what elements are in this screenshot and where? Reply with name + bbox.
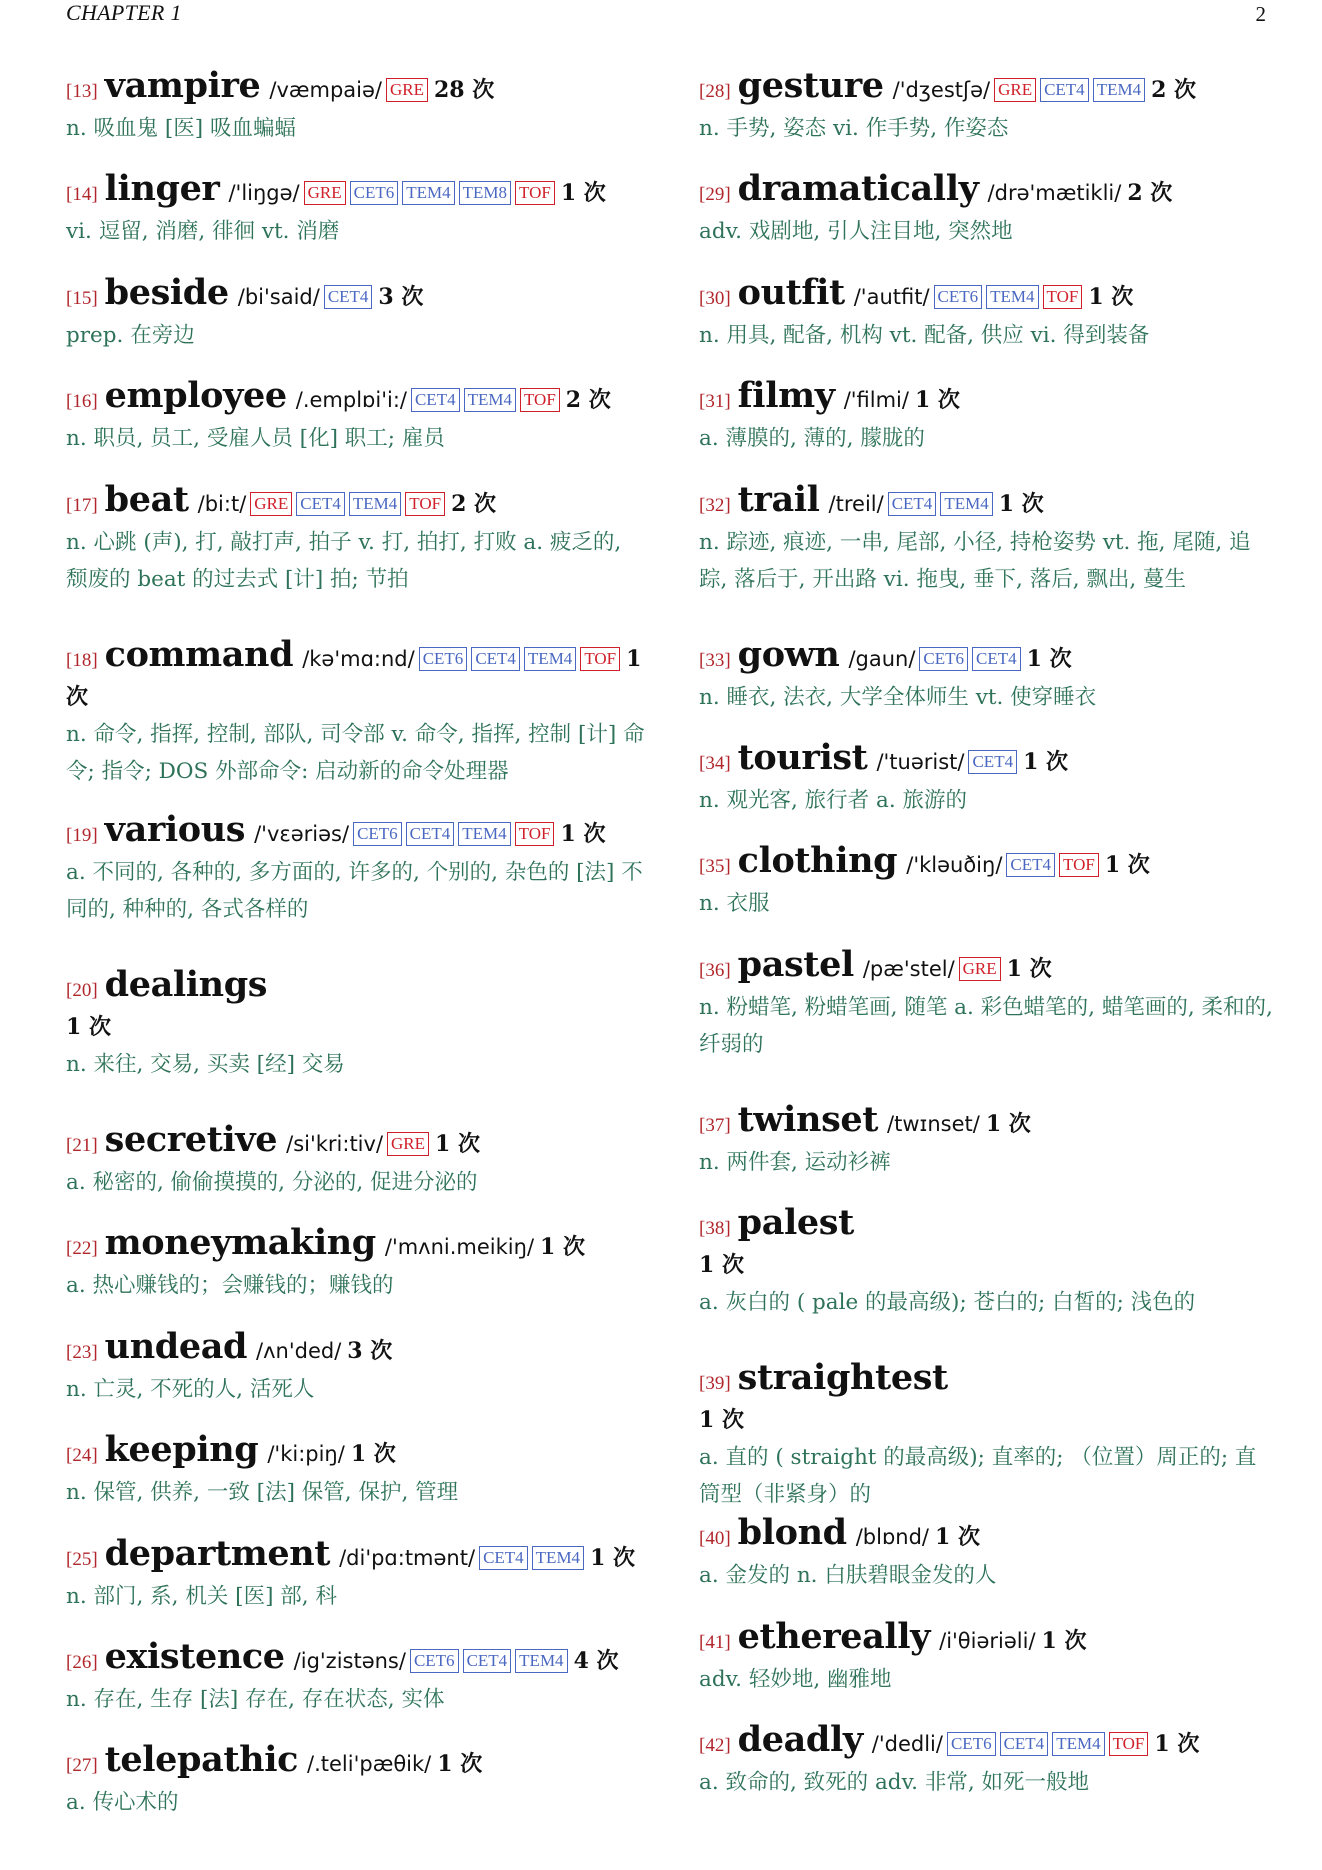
exam-tag: CET4 bbox=[296, 492, 345, 516]
definition: a. 直的 ( straight 的最高级); 直率的; （位置）周正的; 直筒型（非紧身）的 bbox=[699, 1445, 1257, 1508]
headword: pastel bbox=[737, 946, 854, 985]
entry-number: [30] bbox=[699, 287, 731, 309]
word-entry bbox=[699, 1102, 1274, 1205]
exam-tag: CET4 bbox=[972, 647, 1021, 671]
headword: dealings bbox=[104, 967, 268, 1006]
exam-tag: TOF bbox=[1043, 285, 1083, 309]
phonetic-transcription: /gaun/ bbox=[848, 646, 916, 671]
entry-headline bbox=[66, 1329, 646, 1371]
exam-tag: CET4 bbox=[888, 492, 937, 516]
occurrence-count: 1 次 bbox=[66, 1014, 111, 1041]
entry-headline bbox=[699, 1722, 1274, 1764]
headword: employee bbox=[104, 378, 287, 417]
occurrence-count: 1 次 bbox=[590, 1544, 636, 1571]
entry-number: [14] bbox=[66, 184, 98, 206]
occurrence-count: 1 次 bbox=[998, 490, 1044, 517]
headword: ethereally bbox=[737, 1618, 931, 1657]
exam-tag: TEM8 bbox=[459, 181, 511, 205]
exam-tag: TEM4 bbox=[524, 647, 576, 671]
entry-headline bbox=[66, 1639, 646, 1681]
phonetic-transcription: /twɪnset/ bbox=[887, 1111, 980, 1136]
headword: telepathic bbox=[104, 1742, 299, 1781]
entry-headline bbox=[699, 171, 1274, 213]
phonetic-transcription: /pæ'stel/ bbox=[862, 956, 955, 981]
exam-tag: CET4 bbox=[1000, 1732, 1049, 1756]
occurrence-count: 1 次 bbox=[540, 1234, 585, 1261]
entry-headline bbox=[699, 1205, 1274, 1284]
occurrence-count: 1 次 bbox=[935, 1524, 980, 1551]
phonetic-transcription: /'liŋgə/ bbox=[228, 181, 300, 206]
definition: n. 亡灵, 不死的人, 活死人 bbox=[66, 1376, 315, 1402]
phonetic-transcription: /'filmi/ bbox=[843, 388, 909, 413]
occurrence-count: 1 次 bbox=[560, 180, 606, 207]
exam-tag: CET4 bbox=[1040, 78, 1089, 102]
definition: a. 热心赚钱的；会赚钱的；赚钱的 bbox=[66, 1273, 394, 1299]
headword: tourist bbox=[737, 739, 868, 778]
entry-number: [41] bbox=[699, 1631, 731, 1653]
phonetic-transcription: /drə'mætikli/ bbox=[987, 181, 1122, 206]
word-entry bbox=[66, 812, 646, 967]
entry-number: [17] bbox=[66, 494, 98, 516]
definition: a. 薄膜的, 薄的, 朦胧的 bbox=[699, 426, 925, 452]
phonetic-transcription: /i'θiəriəli/ bbox=[939, 1628, 1036, 1653]
definition: n. 观光客, 旅行者 a. 旅游的 bbox=[699, 787, 968, 813]
definition: a. 不同的, 各种的, 多方面的, 许多的, 个别的, 杂色的 [法] 不同的, 种种的, 各式各样的 bbox=[66, 860, 643, 923]
word-entry bbox=[66, 1432, 646, 1535]
exam-tag: CET6 bbox=[947, 1732, 996, 1756]
headword: palest bbox=[737, 1205, 854, 1244]
definition: a. 致命的, 致死的 adv. 非常, 如死一般地 bbox=[699, 1769, 1090, 1795]
phonetic-transcription: /di'pɑ:tmənt/ bbox=[339, 1545, 476, 1570]
headword: straightest bbox=[737, 1360, 948, 1399]
entry-number: [29] bbox=[699, 184, 731, 206]
exam-tag: TEM4 bbox=[1052, 1732, 1104, 1756]
phonetic-transcription: /treil/ bbox=[828, 491, 884, 516]
occurrence-count: 2 次 bbox=[1151, 77, 1197, 103]
headword: clothing bbox=[737, 843, 898, 882]
definition: n. 命令, 指挥, 控制, 部队, 司令部 v. 命令, 指挥, 控制 [计] 命令; 指令; DOS 外部命令: 启动新的命令处理器 bbox=[66, 721, 645, 784]
exam-tag: GRE bbox=[387, 1132, 429, 1156]
entry-headline bbox=[66, 275, 646, 317]
occurrence-count: 4 次 bbox=[573, 1648, 619, 1675]
definition: adv. 戏剧地, 引人注目地, 突然地 bbox=[699, 219, 1013, 245]
phonetic-transcription: /'vεəriəs/ bbox=[254, 822, 350, 847]
entry-headline bbox=[66, 68, 646, 110]
word-entry bbox=[66, 1329, 646, 1432]
entry-headline bbox=[699, 275, 1274, 317]
entry-number: [32] bbox=[699, 494, 731, 516]
phonetic-transcription: /'mʌni.meikiŋ/ bbox=[384, 1235, 535, 1260]
headword: deadly bbox=[737, 1721, 863, 1760]
headword: linger bbox=[104, 171, 220, 210]
phonetic-transcription: /bi:t/ bbox=[197, 491, 247, 516]
occurrence-count: 1 次 bbox=[560, 821, 606, 848]
headword: various bbox=[104, 812, 246, 851]
phonetic-transcription: /ig'zistəns/ bbox=[293, 1649, 406, 1674]
definition: n. 吸血鬼 [医] 吸血蝙蝠 bbox=[66, 116, 296, 141]
word-entry bbox=[699, 1722, 1274, 1825]
exam-tag: TEM4 bbox=[1093, 78, 1145, 102]
headword: outfit bbox=[737, 274, 845, 313]
exam-tag: CET4 bbox=[324, 285, 373, 309]
entry-headline bbox=[66, 1432, 646, 1474]
headword: gesture bbox=[737, 68, 884, 106]
exam-tag: CET4 bbox=[479, 1546, 528, 1570]
entry-number: [13] bbox=[66, 81, 98, 102]
entry-number: [25] bbox=[66, 1548, 98, 1570]
entry-headline bbox=[66, 1225, 646, 1267]
definition: a. 传心术的 bbox=[66, 1790, 179, 1816]
exam-tag: TOF bbox=[405, 492, 445, 516]
phonetic-transcription: /blɒnd/ bbox=[855, 1525, 929, 1550]
headword: keeping bbox=[104, 1432, 259, 1471]
entry-headline bbox=[699, 68, 1274, 110]
definition: a. 灰白的 ( pale 的最高级); 苍白的; 白皙的; 浅色的 bbox=[699, 1290, 1196, 1316]
left-column bbox=[66, 68, 646, 1846]
exam-tag: TEM4 bbox=[458, 822, 510, 846]
headword: secretive bbox=[104, 1122, 278, 1161]
entry-headline bbox=[699, 482, 1274, 524]
word-entry bbox=[66, 1536, 646, 1639]
phonetic-transcription: /væmpaiə/ bbox=[269, 78, 382, 102]
phonetic-transcription: /'ki:piŋ/ bbox=[267, 1442, 345, 1467]
entry-number: [24] bbox=[66, 1445, 98, 1467]
headword: existence bbox=[104, 1639, 285, 1678]
headword: command bbox=[104, 636, 294, 675]
exam-tag: TEM4 bbox=[349, 492, 401, 516]
phonetic-transcription: /'tuərist/ bbox=[876, 749, 965, 774]
phonetic-transcription: /si'kri:tiv/ bbox=[286, 1132, 384, 1157]
entry-headline bbox=[66, 482, 646, 524]
word-entry bbox=[66, 967, 646, 1122]
occurrence-count: 1 次 bbox=[1104, 852, 1150, 879]
entry-number: [38] bbox=[699, 1218, 731, 1240]
phonetic-transcription: /bi'said/ bbox=[237, 284, 320, 309]
entry-number: [21] bbox=[66, 1135, 98, 1157]
definition: n. 睡衣, 法衣, 大学全体师生 vt. 使穿睡衣 bbox=[699, 684, 1097, 710]
entry-headline bbox=[699, 1515, 1274, 1557]
word-entry bbox=[699, 482, 1274, 637]
occurrence-count: 2 次 bbox=[1127, 180, 1173, 207]
definition: n. 手势, 姿态 vi. 作手势, 作姿态 bbox=[699, 116, 1009, 141]
occurrence-count: 1 次 bbox=[437, 1751, 483, 1778]
definition: n. 两件套, 运动衫裤 bbox=[699, 1149, 891, 1175]
entry-number: [40] bbox=[699, 1528, 731, 1550]
entry-headline bbox=[66, 637, 646, 716]
exam-tag: GRE bbox=[250, 492, 292, 516]
occurrence-count: 1 次 bbox=[1026, 645, 1072, 672]
entry-headline bbox=[699, 637, 1274, 679]
headword: filmy bbox=[737, 378, 835, 417]
entry-headline bbox=[66, 378, 646, 420]
headword: dramatically bbox=[737, 171, 979, 210]
entry-headline bbox=[699, 1360, 1274, 1439]
definition: adv. 轻妙地, 幽雅地 bbox=[699, 1666, 892, 1692]
exam-tag: TOF bbox=[515, 822, 555, 846]
occurrence-count: 28 次 bbox=[434, 77, 495, 103]
exam-tag: CET4 bbox=[406, 822, 455, 846]
word-entry bbox=[699, 947, 1274, 1102]
definition: n. 心跳 (声), 打, 敲打声, 拍子 v. 打, 拍打, 打败 a. 疲乏的, 颓废的 beat 的过去式 [计] 拍; 节拍 bbox=[66, 529, 622, 592]
occurrence-count: 1 次 bbox=[1154, 1730, 1200, 1757]
entry-number: [23] bbox=[66, 1341, 98, 1363]
word-entry bbox=[699, 1619, 1274, 1722]
word-entry bbox=[66, 637, 646, 813]
entry-number: [33] bbox=[699, 649, 731, 671]
entry-number: [37] bbox=[699, 1114, 731, 1136]
entry-number: [26] bbox=[66, 1652, 98, 1674]
headword: undead bbox=[104, 1328, 248, 1367]
entry-number: [18] bbox=[66, 649, 98, 671]
exam-tag: TEM4 bbox=[515, 1649, 567, 1673]
exam-tag: GRE bbox=[959, 957, 1001, 981]
entry-headline bbox=[66, 171, 646, 213]
headword: trail bbox=[737, 481, 820, 520]
entry-headline bbox=[66, 1742, 646, 1784]
phonetic-transcription: /'dedli/ bbox=[871, 1731, 943, 1756]
word-entry bbox=[699, 378, 1274, 481]
word-entry bbox=[699, 1360, 1274, 1515]
entry-number: [20] bbox=[66, 980, 98, 1002]
word-entry bbox=[66, 1225, 646, 1328]
definition: vi. 逗留, 消磨, 徘徊 vt. 消磨 bbox=[66, 219, 340, 245]
exam-tag: TOF bbox=[520, 388, 560, 412]
exam-tag: CET6 bbox=[919, 647, 968, 671]
definition: n. 踪迹, 痕迹, 一串, 尾部, 小径, 持枪姿势 vt. 拖, 尾随, 追踪, 落后于, 开出路 vi. 拖曳, 垂下, 落后, 飘出, 蔓生 bbox=[699, 529, 1251, 592]
occurrence-count: 2 次 bbox=[451, 490, 497, 517]
entry-number: [27] bbox=[66, 1755, 98, 1777]
entry-headline bbox=[66, 1122, 646, 1164]
headword: twinset bbox=[737, 1101, 879, 1140]
phonetic-transcription: /.teli'pæθik/ bbox=[307, 1752, 432, 1777]
occurrence-count: 1 次 bbox=[1023, 748, 1069, 775]
entry-number: [31] bbox=[699, 391, 731, 413]
exam-tag: GRE bbox=[994, 78, 1036, 102]
word-entry bbox=[66, 1122, 646, 1225]
exam-tag: TEM4 bbox=[464, 388, 516, 412]
entry-number: [36] bbox=[699, 959, 731, 981]
phonetic-transcription: /'dʒestʃə/ bbox=[892, 78, 991, 102]
headword: vampire bbox=[104, 68, 261, 106]
entry-number: [39] bbox=[699, 1373, 731, 1395]
entry-number: [42] bbox=[699, 1734, 731, 1756]
phonetic-transcription: /'autfit/ bbox=[853, 284, 930, 309]
exam-tag: TEM4 bbox=[402, 181, 454, 205]
exam-tag: TOF bbox=[1059, 853, 1099, 877]
definition: prep. 在旁边 bbox=[66, 322, 195, 348]
word-entry bbox=[699, 171, 1274, 274]
entry-number: [35] bbox=[699, 856, 731, 878]
entry-headline bbox=[66, 1536, 646, 1578]
exam-tag: TEM4 bbox=[986, 285, 1038, 309]
exam-tag: CET4 bbox=[463, 1649, 512, 1673]
word-entry bbox=[699, 68, 1274, 171]
definition: n. 部门, 系, 机关 [医] 部, 科 bbox=[66, 1583, 337, 1609]
definition: n. 职员, 员工, 受雇人员 [化] 职工; 雇员 bbox=[66, 426, 445, 452]
phonetic-transcription: /ʌn'ded/ bbox=[256, 1338, 342, 1363]
definition: n. 存在, 生存 [法] 存在, 存在状态, 实体 bbox=[66, 1687, 445, 1713]
word-entry bbox=[66, 378, 646, 481]
entry-number: [22] bbox=[66, 1238, 98, 1260]
definition: n. 粉蜡笔, 粉蜡笔画, 随笔 a. 彩色蜡笔的, 蜡笔画的, 柔和的, 纤弱的 bbox=[699, 994, 1273, 1057]
exam-tag: CET4 bbox=[471, 647, 520, 671]
entry-headline bbox=[699, 1102, 1274, 1144]
entry-headline bbox=[66, 967, 646, 1046]
definition: n. 来往, 交易, 买卖 [经] 交易 bbox=[66, 1052, 345, 1078]
occurrence-count: 1 次 bbox=[350, 1441, 396, 1468]
entry-number: [34] bbox=[699, 752, 731, 774]
exam-tag: GRE bbox=[304, 181, 346, 205]
definition: a. 金发的 n. 白肤碧眼金发的人 bbox=[699, 1563, 997, 1589]
headword: beat bbox=[104, 481, 189, 520]
occurrence-count: 1 次 bbox=[1006, 955, 1052, 982]
phonetic-transcription: /.emplɒi'i:/ bbox=[295, 388, 407, 413]
entry-headline bbox=[699, 740, 1274, 782]
entry-headline bbox=[699, 378, 1274, 420]
exam-tag: CET4 bbox=[968, 750, 1017, 774]
exam-tag: TOF bbox=[1109, 1732, 1149, 1756]
exam-tag: TEM4 bbox=[532, 1546, 584, 1570]
word-entry bbox=[66, 275, 646, 378]
exam-tag: CET4 bbox=[411, 388, 460, 412]
word-entry bbox=[699, 843, 1274, 946]
entry-headline bbox=[699, 843, 1274, 885]
word-entry bbox=[699, 275, 1274, 378]
phonetic-transcription: /'kləuðiŋ/ bbox=[906, 853, 1003, 878]
exam-tag: CET4 bbox=[1006, 853, 1055, 877]
occurrence-count: 1 次 bbox=[1041, 1627, 1087, 1654]
exam-tag: CET6 bbox=[350, 181, 399, 205]
occurrence-count: 1 次 bbox=[914, 387, 960, 414]
exam-tag: TOF bbox=[580, 647, 620, 671]
exam-tag: TEM4 bbox=[940, 492, 992, 516]
headword: department bbox=[104, 1535, 331, 1574]
entry-headline bbox=[699, 1619, 1274, 1661]
occurrence-count: 3 次 bbox=[347, 1337, 393, 1364]
exam-tag: CET6 bbox=[934, 285, 983, 309]
occurrence-count: 2 次 bbox=[565, 387, 611, 414]
headword: gown bbox=[737, 636, 840, 675]
definition: n. 用具, 配备, 机构 vt. 配备, 供应 vi. 得到装备 bbox=[699, 322, 1150, 348]
occurrence-count: 1 次 bbox=[1088, 283, 1134, 310]
word-entry bbox=[699, 1515, 1274, 1618]
word-entry bbox=[66, 1639, 646, 1742]
word-entry bbox=[699, 637, 1274, 740]
entry-number: [15] bbox=[66, 287, 98, 309]
occurrence-count: 1 次 bbox=[699, 1407, 744, 1434]
word-entry bbox=[66, 482, 646, 637]
headword: beside bbox=[104, 274, 229, 313]
occurrence-count: 1 次 bbox=[66, 645, 642, 710]
entry-headline bbox=[699, 947, 1274, 989]
exam-tag: CET6 bbox=[353, 822, 402, 846]
right-column bbox=[699, 68, 1274, 1825]
word-entry bbox=[66, 171, 646, 274]
headword: blond bbox=[737, 1515, 847, 1554]
occurrence-count: 1 次 bbox=[435, 1131, 480, 1158]
occurrence-count: 1 次 bbox=[699, 1252, 744, 1279]
word-entry bbox=[66, 1742, 646, 1845]
chapter-header: CHAPTER 1 bbox=[66, 0, 182, 25]
exam-tag: TOF bbox=[515, 181, 555, 205]
entry-headline bbox=[66, 812, 646, 854]
word-entry bbox=[699, 1205, 1274, 1360]
definition: a. 秘密的, 偷偷摸摸的, 分泌的, 促进分泌的 bbox=[66, 1170, 478, 1196]
phonetic-transcription: /kə'mɑ:nd/ bbox=[302, 646, 415, 671]
exam-tag: CET6 bbox=[419, 647, 468, 671]
definition: n. 保管, 供养, 一致 [法] 保管, 保护, 管理 bbox=[66, 1480, 459, 1506]
headword: moneymaking bbox=[104, 1225, 376, 1264]
definition: n. 衣服 bbox=[699, 891, 770, 917]
entry-number: [28] bbox=[699, 81, 731, 102]
entry-number: [19] bbox=[66, 825, 98, 847]
page-number: 2 bbox=[1255, 2, 1266, 26]
occurrence-count: 3 次 bbox=[378, 283, 424, 310]
occurrence-count: 1 次 bbox=[985, 1110, 1031, 1137]
exam-tag: GRE bbox=[386, 78, 428, 102]
word-entry bbox=[66, 68, 646, 171]
exam-tag: CET6 bbox=[410, 1649, 459, 1673]
entry-number: [16] bbox=[66, 391, 98, 413]
word-entry bbox=[699, 740, 1274, 843]
